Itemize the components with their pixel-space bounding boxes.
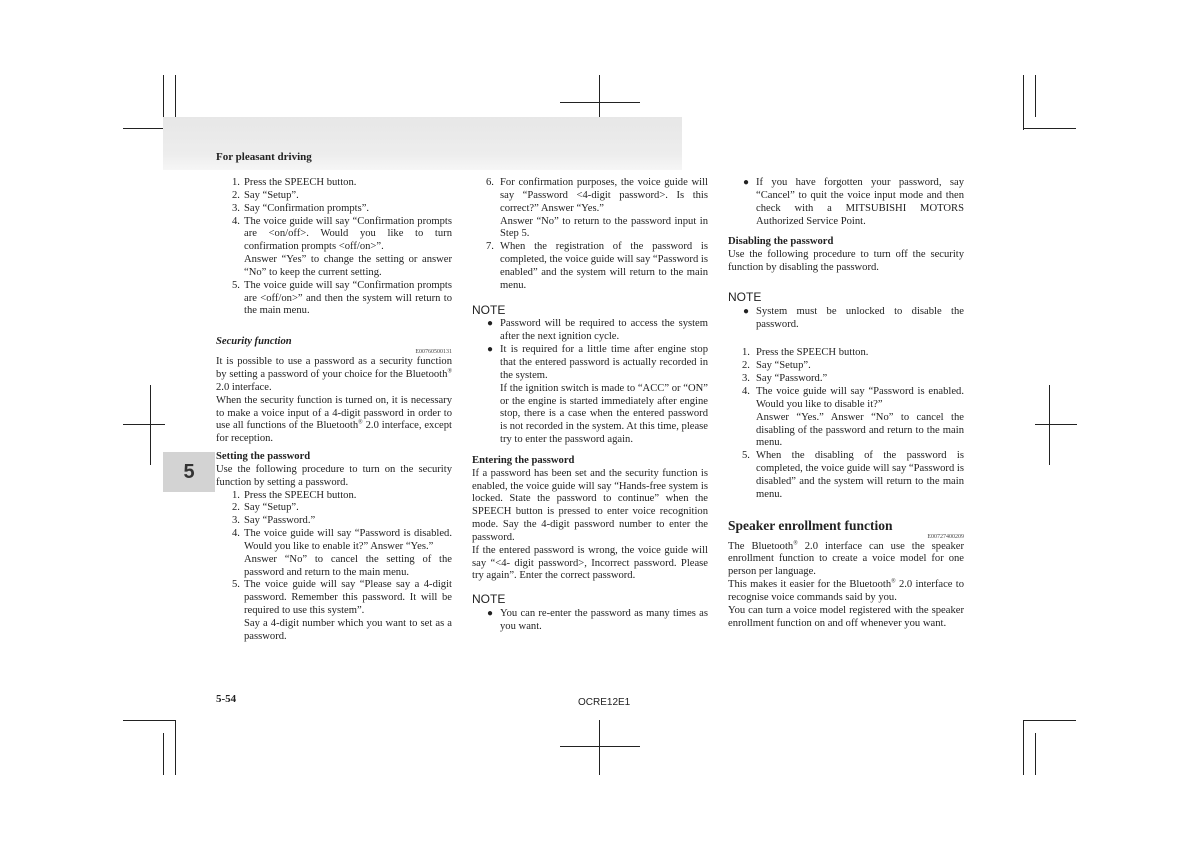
speaker-paragraph-1: The Bluetooth® 2.0 interface can use the speaker enrollment function to create a voice model for one person per language.: [728, 540, 965, 578]
page-number: 5-54: [216, 693, 237, 705]
list-item: 3. Say “Password.”: [232, 515, 316, 527]
confirmation-steps: [216, 177, 452, 318]
column-3: [728, 177, 964, 630]
entering-paragraph-2: If the entered password is wrong, the voice guide will say “<4- digit password>, Incorrect password. Please try again”. Enter the correct password.: [472, 544, 708, 582]
list-item-continuation: Answer “Yes.” Answer “No” to cancel the disabling of the password and return to the main menu.: [756, 411, 964, 449]
note-label: NOTE: [728, 289, 762, 304]
list-item: 1. Press the SPEECH button.: [742, 347, 869, 359]
note-list: [472, 608, 708, 634]
setting-paragraph: Use the following procedure to turn on the security function by setting a password.: [216, 463, 452, 488]
list-item: 2. Say “Setup”.: [742, 360, 811, 372]
disabling-heading: Disabling the password: [728, 236, 834, 248]
bullet-icon: ●: [487, 344, 494, 356]
note-list: [728, 177, 964, 228]
note-label: NOTE: [472, 592, 506, 607]
document-code: OCRE12E1: [578, 697, 631, 708]
security-heading: Security function: [216, 336, 292, 348]
speaker-code: E00727400209: [927, 533, 964, 540]
list-item: 6. For confirmation purposes, the voice guide will say “Password <4-digit password>. Is this correct?” Answer “Yes.”: [486, 177, 708, 214]
security-code: E00760500131: [415, 349, 452, 356]
list-item: 1. Press the SPEECH button.: [232, 489, 357, 501]
confirm-steps: [472, 177, 708, 293]
list-item: 2. Say “Setup”.: [232, 189, 299, 201]
setting-steps: [216, 490, 452, 644]
list-item-continuation: Answer “No” to cancel the setting of the password and return to the main menu.: [244, 553, 452, 578]
note-label: NOTE: [472, 302, 506, 317]
entering-heading: Entering the password: [472, 454, 575, 466]
note-item: ● It is required for a little time after engine stop that the entered password is actually recorded in the system.: [487, 344, 708, 381]
note-list: [728, 306, 964, 332]
bullet-icon: ●: [487, 608, 494, 620]
list-item: 4. The voice guide will say “Confirmation prompts are <on/off>. Would you like to turn confirmation prompts <off/on>”.: [232, 215, 452, 253]
list-item: 5. The voice guide will say “Please say a 4-digit password. Remember this password. It will be required to use this system”.: [232, 579, 452, 617]
setting-heading: Setting the password: [216, 451, 311, 463]
note-item: ● If you have forgotten your password, say “Cancel” to quit the voice input mode and then check with a MITSUBISHI MOTORS Authorized Service Point.: [743, 177, 964, 227]
note-item: ● System must be unlocked to disable the password.: [743, 305, 964, 330]
chapter-tab: 5: [163, 452, 215, 492]
speaker-paragraph-2: This makes it easier for the Bluetooth® 2.0 interface to recognise voice commands said by you.: [728, 578, 964, 603]
list-item-continuation: Answer “No” to return to the password input in Step 5.: [500, 215, 708, 240]
speaker-paragraph-3: You can turn a voice model registered with the speaker enrollment function on and off whenever you want.: [728, 604, 964, 629]
disabling-paragraph: Use the following procedure to turn off the security function by disabling the password.: [728, 249, 964, 274]
list-item: 2. Say “Setup”.: [232, 502, 299, 514]
list-item: 3. Say “Confirmation prompts”.: [232, 202, 370, 214]
column-1: [216, 177, 452, 644]
list-item: 5. When the disabling of the password is completed, the voice guide will say “Password is disabled” and the system will return to the main menu.: [742, 450, 964, 500]
note-continuation: If the ignition switch is made to “ACC” or “ON” or the engine is started immediately after engine stop, there is a case when the entered password is not recorded in the system. At this time, please try to enter the password again.: [500, 382, 709, 446]
list-item: 1. Press the SPEECH button.: [232, 177, 357, 188]
list-item-continuation: Say a 4-digit number which you want to set as a password.: [244, 618, 452, 642]
speaker-heading: Speaker enrollment function: [728, 517, 893, 533]
bullet-icon: ●: [487, 318, 494, 330]
note-list: [472, 318, 708, 446]
list-item: 5. The voice guide will say “Confirmation prompts are <off/on>” and then the system will return to the main menu.: [232, 279, 452, 317]
disabling-steps: [728, 347, 964, 501]
bullet-icon: ●: [743, 305, 750, 317]
list-item: 7. When the registration of the password is completed, the voice guide will say “Password is enabled” and the system will return to the main menu.: [486, 241, 708, 291]
security-paragraph-1: It is possible to use a password as a security function by setting a password of your choice for the Bluetooth® 2.0 interface.: [216, 356, 452, 393]
list-item: 3. Say “Password.”: [742, 373, 828, 385]
list-item-continuation: Answer “Yes” to change the setting or answer “No” to keep the current setting.: [244, 254, 452, 278]
section-title: For pleasant driving: [216, 151, 312, 163]
bullet-icon: ●: [743, 177, 750, 188]
list-item: 4. The voice guide will say “Password is disabled. Would you like to enable it?” Answer “Yes.”: [232, 528, 452, 552]
column-2: [472, 177, 708, 634]
list-item: 4. The voice guide will say “Password is enabled. Would you like to disable it?”: [742, 385, 964, 410]
entering-paragraph-1: If a password has been set and the security function is enabled, the voice guide will say “Hands-free system is locked. State the password to continue” when the SPEECH button is pressed to enter voice recognition mode. Say the 4-digit password number to enter the password.: [472, 467, 708, 543]
security-paragraph-2: When the security function is turned on, it is necessary to make a voice input of a 4-digit password in order to use all functions of the Bluetooth® 2.0 interface, except for reception.: [216, 394, 452, 445]
note-item: ● Password will be required to access the system after the next ignition cycle.: [487, 318, 708, 343]
note-item: ● You can re-enter the password as many times as you want.: [487, 608, 708, 632]
